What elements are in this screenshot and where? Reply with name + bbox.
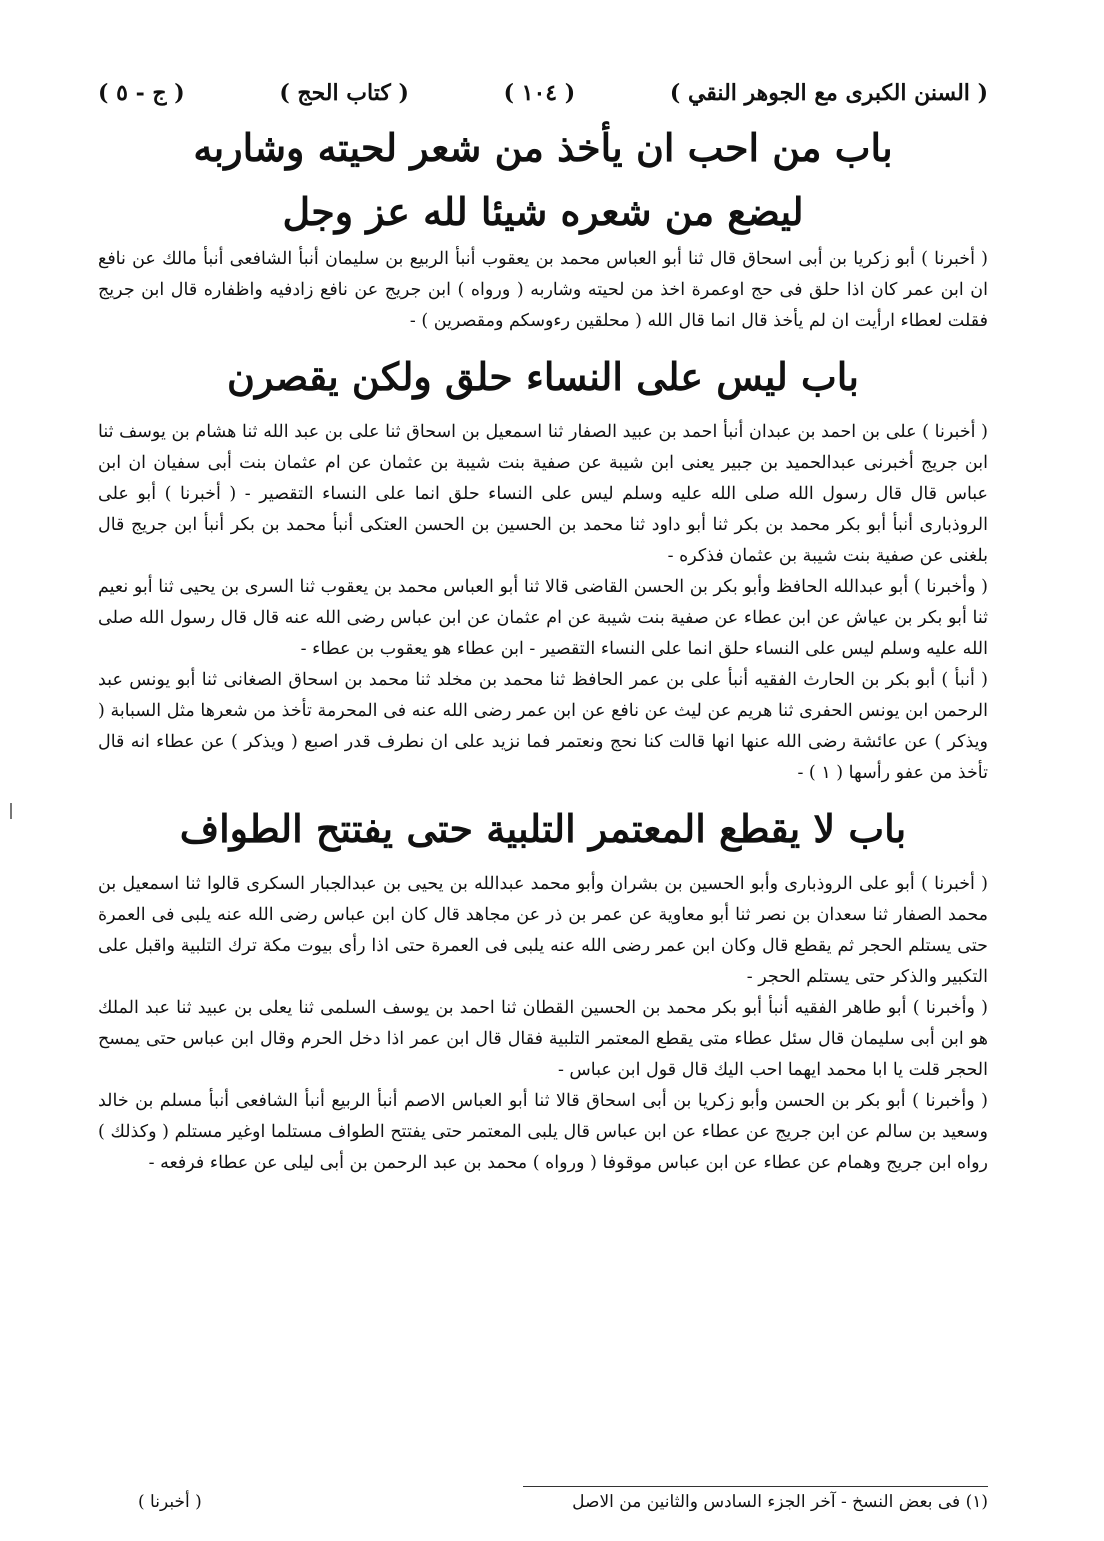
- margin-mark: [10, 803, 12, 819]
- chapter-3: [98, 797, 988, 1179]
- paragraph: ( أنبأ ) أبو بكر بن الحارث الفقيه أنبأ على بن عمر الحافظ ثنا محمد بن مخلد ثنا محمد بن اسحاق الصغانى ثنا أبو يونس عبد الرحمن ابن يونس الحفرى ثنا هريم عن ليث عن نافع عن ابن عمر رضى الله عنه فى المحرمة تأخذ من شعرها مثل السبابة ( ويذكر ) عن عائشة رضى الله عنها انها قالت كنا نحج ونعتمر فما نزيد على ان نطرف قدر اصبع ( ويذكر ) عن عطاء انه قال تأخذ من عفو رأسها ( ١ ) -: [98, 670, 988, 783]
- footnote: (١) فى بعض النسخ - آخر الجزء السادس والثانين من الاصل: [572, 1492, 988, 1512]
- paragraph: ( أخبرنا ) أبو زكريا بن أبى اسحاق قال ثنا أبو العباس محمد بن يعقوب أنبأ الربيع بن سليمان أنبأ الشافعى أنبأ مالك عن نافع ان ابن عمر كان اذا حلق فى حج اوعمرة اخذ من لحيته وشاربه ( ورواه ) ابن جريج عن نافع زادفيه واظفاره قال ابن جريج فقلت لعطاء ارأيت ان لم يأخذ قال انما قال الله ( محلقين رءوسكم ومقصرين ) -: [98, 249, 988, 331]
- paragraph: ( وأخبرنا ) أبو بكر بن الحسن وأبو زكريا بن أبى اسحاق قالا ثنا أبو العباس الاصم أنبأ الربيع أنبأ الشافعى أنبأ مسلم بن خالد وسعيد بن سالم عن ابن جريج عن عطاء عن ابن عباس قال يلبى المعتمر حتى يفتتح الطواف مستلما اوغير مستلم ( وكذلك ) رواه ابن جريج وهمام عن عطاء عن ابن عباس موقوفا ( ورواه ) محمد بن عبد الرحمن بن أبى ليلى عن عطاء فرفعه -: [98, 1091, 988, 1173]
- paragraph: ( وأخبرنا ) أبو عبدالله الحافظ وأبو بكر بن الحسن القاضى قالا ثنا أبو العباس محمد بن يعقوب ثنا السرى بن يحيى ثنا أبو نعيم ثنا أبو بكر بن عياش عن ابن عطاء عن صفية بنت شيبة عن ام عثمان عن ابن عباس رضى الله عنه قال قال رسول الله صلى الله عليه وسلم ليس على النساء حلق انما على النساء التقصير - ابن عطاء هو يعقوب بن عطاء -: [98, 577, 988, 659]
- header-section: ( كتاب الحج ): [279, 80, 409, 106]
- paragraph: ( وأخبرنا ) أبو طاهر الفقيه أنبأ أبو بكر محمد بن الحسين القطان ثنا احمد بن يوسف السلمى ثنا يعلى بن عبيد ثنا عبد الملك هو ابن أبى سليمان قال سئل عطاء متى يقطع المعتمر التلبية فقال قال ابن عمر اذا دخل الحرم وقال ابن عباس حتى يمسح الحجر قلت يا ابا محمد ايهما احب اليك قال قول ابن عباس -: [98, 998, 988, 1080]
- catchword: ( أخبرنا ): [138, 1492, 202, 1512]
- chapter-title: باب لا يقطع المعتمر التلبية حتى يفتتح الطواف: [179, 806, 907, 851]
- paragraph: ( أخبرنا ) أبو على الروذبارى وأبو الحسين بن بشران وأبو محمد عبدالله بن يحيى بن عبدالجبار السكرى قالوا ثنا اسمعيل بن محمد الصفار ثنا سعدان بن نصر ثنا أبو معاوية عن عمر بن ذر عن مجاهد قال كان ابن عباس رضى الله عنه يلبى فى العمرة حتى يستلم الحجر ثم يقطع قال وكان ابن عمر رضى الله عنه يلبى فى العمرة حتى اذا رأى بيوت مكة ترك التلبية واقبل على التكبير والذكر حتى يستلم الحجر -: [98, 874, 988, 987]
- running-header: [98, 70, 988, 116]
- page-body: [98, 70, 988, 1179]
- header-page-number: ( ١٠٤ ): [503, 80, 576, 106]
- paragraph: ( أخبرنا ) على بن احمد بن عبدان أنبأ احمد بن عبيد الصفار ثنا اسمعيل بن اسحاق ثنا على بن عبد الله ثنا هشام بن يوسف ثنا ابن جريج أخبرنى عبدالحميد بن جبير يعنى ابن شيبة عن صفية بنت شيبة بن عثمان عن ام عثمان بنت أبى سفيان ان ابن عباس قال قال رسول الله صلى الله عليه وسلم ليس على النساء حلق انما على النساء التقصير - ( أخبرنا ) أبو على الروذبارى أنبأ أبو بكر محمد بن بكر ثنا أبو داود ثنا محمد بن الحسين بن الحسن العتكى أنبأ محمد بن بكر أنبأ ابن جريج قال بلغنى عن صفية بنت شيبة بن عثمان فذكره -: [98, 422, 988, 566]
- page-footer: [98, 1492, 988, 1532]
- chapter-title-continued: ليضع من شعره شيئا لله عز وجل: [282, 189, 804, 234]
- chapter-1: [98, 116, 988, 337]
- chapter-2: [98, 345, 988, 789]
- chapter-title: باب ليس على النساء حلق ولكن يقصرن: [227, 354, 859, 399]
- footnote-divider: [523, 1486, 988, 1487]
- chapter-title: باب من احب ان يأخذ من شعر لحيته وشاربه: [193, 125, 893, 170]
- header-book-title: ( السنن الكبرى مع الجوهر النقي ): [669, 80, 988, 106]
- header-volume: ( ج - ٥ ): [98, 80, 185, 106]
